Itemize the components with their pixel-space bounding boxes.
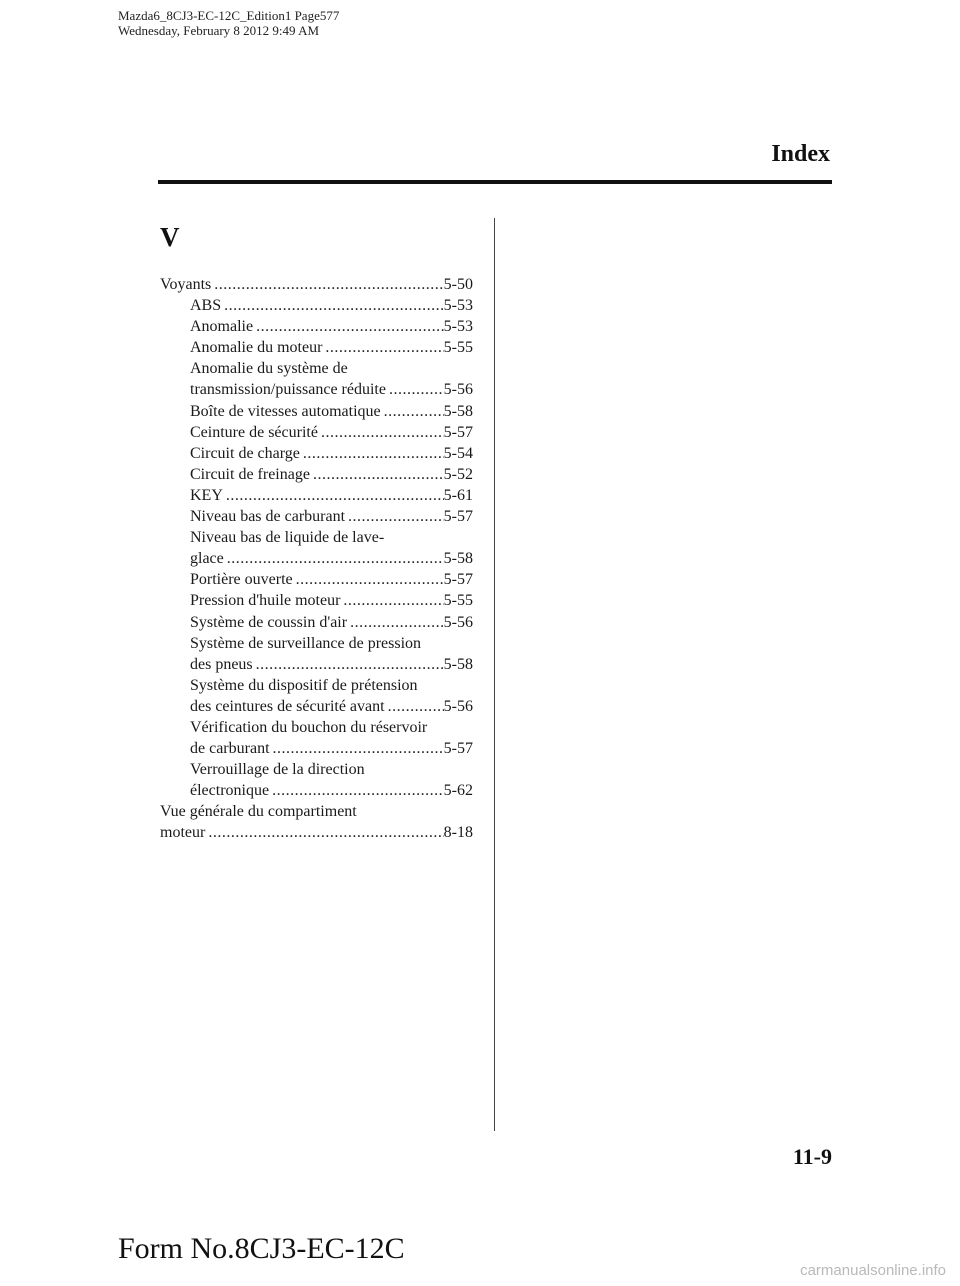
index-entry-text: KEY — [190, 486, 223, 504]
index-entry-text: transmission/puissance réduite — [190, 381, 386, 399]
index-entry — [160, 422, 473, 443]
index-list — [160, 274, 473, 844]
print-metadata-line-1: Mazda6_8CJ3-EC-12C_Edition1 Page577 — [118, 8, 340, 23]
index-entry — [160, 506, 473, 527]
index-entry-text: Anomalie du système de — [190, 360, 348, 378]
index-entry-text: Système de coussin d'air — [190, 613, 348, 631]
index-entry-line — [190, 401, 473, 422]
dot-leader — [293, 569, 444, 590]
index-entry-text: Ceinture de sécurité — [190, 423, 318, 441]
index-entry — [160, 443, 473, 464]
dot-leader — [318, 422, 444, 443]
index-entry — [160, 274, 473, 295]
index-entry-line — [190, 379, 473, 400]
index-entry-text: Système de surveillance de pression — [190, 634, 422, 652]
dot-leader — [253, 316, 444, 337]
print-metadata — [118, 8, 339, 38]
index-entry-line — [190, 612, 473, 633]
page-reference: 5-58 — [443, 402, 473, 420]
index-entry-text: électronique — [190, 782, 270, 800]
dot-leader — [224, 548, 444, 569]
index-entry-line — [190, 316, 473, 337]
index-entry-line — [190, 464, 473, 485]
index-entry-line — [190, 738, 473, 759]
index-entry-text: des ceintures de sécurité avant — [190, 697, 385, 715]
dot-leader — [211, 274, 443, 295]
dot-leader — [300, 443, 444, 464]
dot-leader — [253, 654, 444, 675]
index-entry — [160, 612, 473, 633]
letter-heading: V — [160, 222, 180, 252]
index-entry-line — [190, 696, 473, 717]
dot-leader — [345, 506, 444, 527]
index-entry-line — [190, 780, 473, 801]
index-entry-text: Vue générale du compartiment — [160, 803, 357, 821]
index-entry-line — [190, 506, 473, 527]
page-number: 11-9 — [792, 1144, 832, 1169]
index-entry — [160, 527, 473, 569]
index-entry — [160, 358, 473, 400]
index-entry-line — [190, 422, 473, 443]
index-entry-text: Circuit de freinage — [190, 465, 310, 483]
index-entry-text: Niveau bas de liquide de lave- — [190, 529, 385, 547]
dot-leader — [385, 696, 444, 717]
index-entry-text: des pneus — [190, 655, 253, 673]
index-entry — [160, 464, 473, 485]
index-entry-line — [190, 485, 473, 506]
watermark: carmanualsonline.info — [800, 1262, 946, 1279]
page-reference: 5-56 — [443, 613, 473, 631]
dot-leader — [347, 612, 444, 633]
dot-leader — [340, 590, 443, 611]
index-entry-line — [190, 654, 473, 675]
dot-leader — [221, 295, 444, 316]
index-entry — [160, 633, 473, 675]
index-entry-line — [160, 822, 473, 843]
page-reference: 5-55 — [443, 339, 473, 357]
index-entry — [160, 485, 473, 506]
page-reference: 5-58 — [443, 655, 473, 673]
page-reference: 5-57 — [443, 423, 473, 441]
index-entry-text: Anomalie — [190, 318, 254, 336]
index-entry — [160, 675, 473, 717]
page-reference: 5-54 — [443, 444, 473, 462]
index-entry — [160, 717, 473, 759]
page-reference: 5-58 — [443, 550, 473, 568]
page-reference: 5-55 — [443, 592, 473, 610]
index-entry-text: Pression d'huile moteur — [190, 592, 341, 610]
page-reference: 5-61 — [443, 486, 473, 504]
index-entry-text: Vérification du bouchon du réservoir — [190, 718, 428, 736]
index-entry-text: Circuit de charge — [190, 444, 300, 462]
index-entry-text: Verrouillage de la direction — [190, 761, 365, 779]
index-entry — [160, 316, 473, 337]
index-entry-line — [190, 569, 473, 590]
index-entry-line — [160, 274, 473, 295]
form-number: Form No.8CJ3-EC-12C — [118, 1232, 405, 1265]
page-reference: 5-52 — [443, 465, 473, 483]
dot-leader — [205, 822, 443, 843]
print-metadata-line-2: Wednesday, February 8 2012 9:49 AM — [118, 23, 320, 38]
index-entry — [160, 590, 473, 611]
dot-leader — [386, 379, 444, 400]
page-reference: 5-53 — [443, 318, 473, 336]
index-entry-text: Voyants — [160, 276, 212, 293]
index-entry-text: Niveau bas de carburant — [190, 508, 346, 526]
index-entry — [160, 295, 473, 316]
index-entry-text: Anomalie du moteur — [190, 339, 323, 357]
dot-leader — [270, 738, 444, 759]
page-reference: 5-57 — [443, 508, 473, 526]
dot-leader — [223, 485, 444, 506]
page-reference: 5-56 — [443, 697, 473, 715]
index-entry-text: de carburant — [190, 740, 270, 758]
index-entry-text: ABS — [190, 297, 222, 315]
index-entry-line — [190, 337, 473, 358]
index-entry-text: Système du dispositif de prétension — [190, 676, 418, 694]
index-entry-text: Boîte de vitesses automatique — [190, 402, 381, 420]
index-entry — [160, 569, 473, 590]
index-entry — [160, 801, 473, 843]
index-entry-text: Portière ouverte — [190, 571, 293, 589]
index-entry-line — [190, 443, 473, 464]
page-reference: 5-57 — [443, 571, 473, 589]
dot-leader — [310, 464, 444, 485]
index-entry — [160, 401, 473, 422]
index-entry-line — [190, 295, 473, 316]
index-entry-text: glace — [190, 550, 224, 568]
page-reference: 5-50 — [443, 276, 473, 293]
section-title: Index — [771, 141, 830, 167]
index-entry — [160, 337, 473, 358]
page-reference: 5-53 — [443, 297, 473, 315]
dot-leader — [381, 401, 444, 422]
dot-leader — [322, 337, 443, 358]
index-entry — [160, 759, 473, 801]
index-entry-text: moteur — [160, 824, 206, 842]
page-reference: 8-18 — [443, 824, 473, 842]
page-reference: 5-57 — [443, 740, 473, 758]
index-entry-line — [190, 590, 473, 611]
page-reference: 5-56 — [443, 381, 473, 399]
title-rule — [158, 180, 832, 184]
dot-leader — [269, 780, 444, 801]
page-reference: 5-62 — [443, 782, 473, 800]
index-entry-line — [190, 548, 473, 569]
column-divider — [494, 218, 495, 1131]
